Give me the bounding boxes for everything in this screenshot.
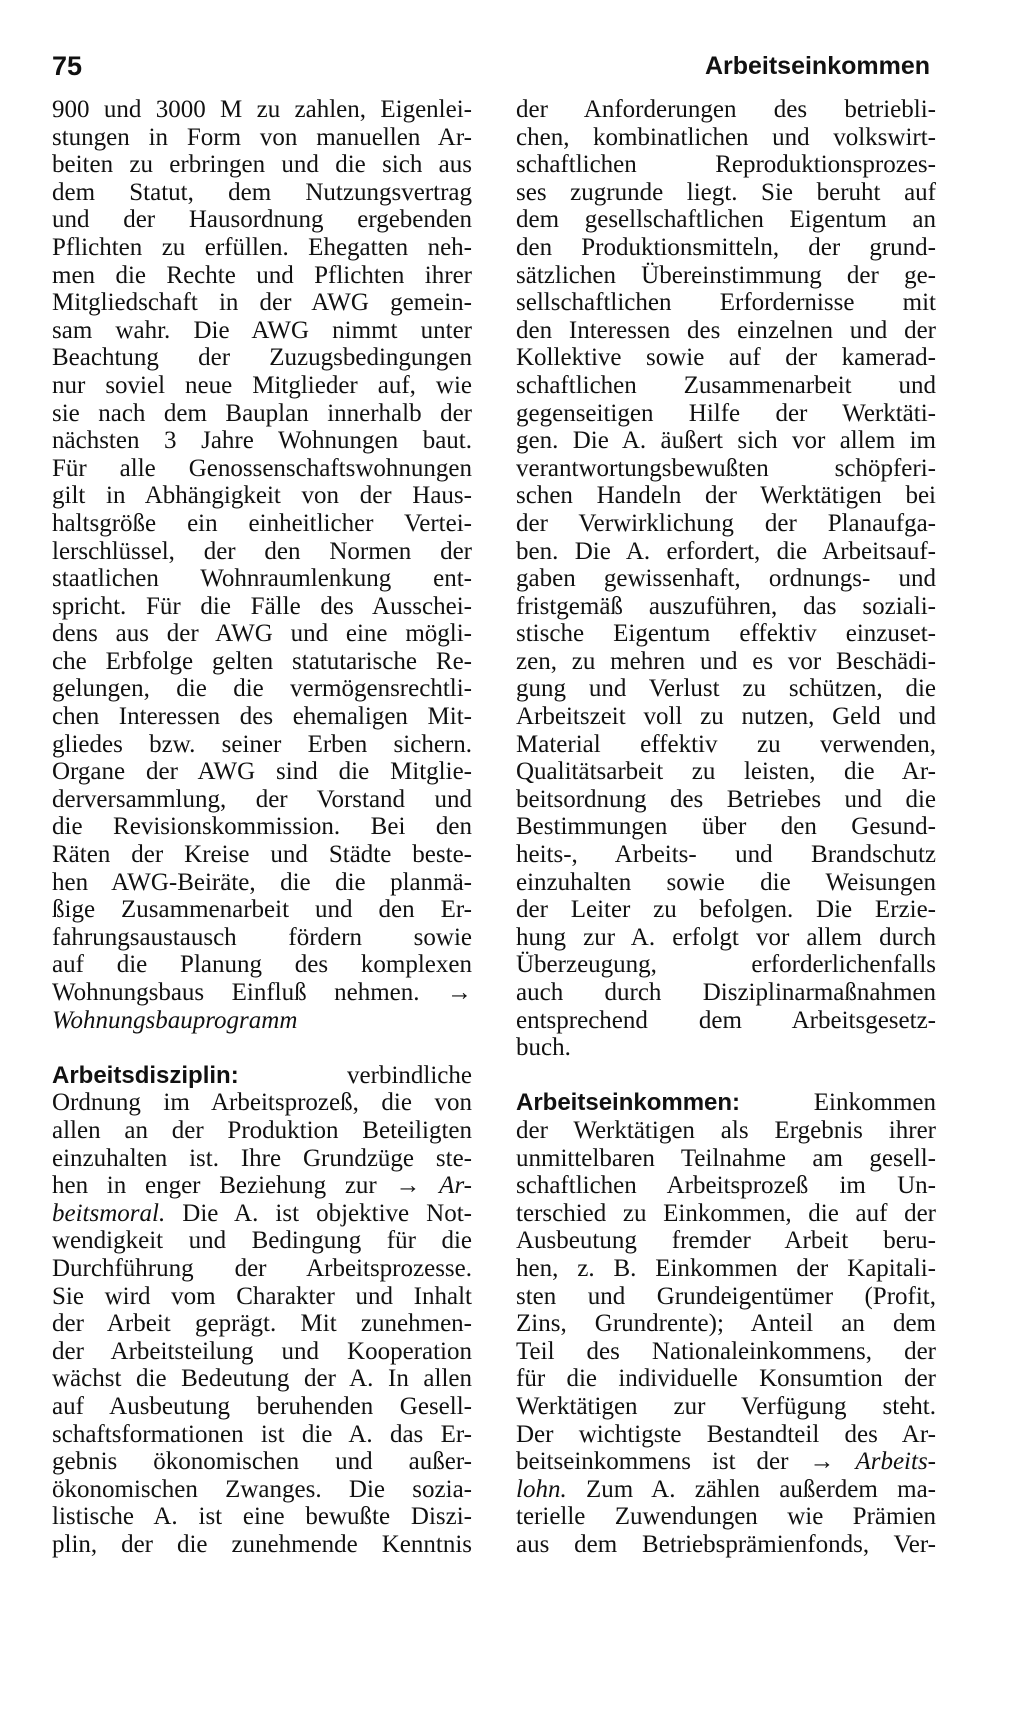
text-line: und der Hausordnung ergebenden [52,206,472,234]
text-line: gilt in Abhängigkeit von der Haus- [52,482,472,510]
text-line: Kollektive sowie auf der kamerad- [516,344,936,372]
text-line: hen AWG-Beiräte, die die planmä- [52,868,472,896]
text-line: Ausbeutung fremder Arbeit beru- [516,1227,936,1255]
text-line [52,1062,472,1090]
text-line: verantwortungsbewußten schöpferi- [516,454,936,482]
text-line: beitsordnung des Betriebes und die [516,785,936,813]
text-line: gliedes bzw. seiner Erben sichern. [52,730,472,758]
text-line: den Produktionsmitteln, der grund- [516,233,936,261]
text-run: Einkommen [740,1089,936,1117]
text-line: Mitgliedschaft in der AWG gemein- [52,289,472,317]
text-line: gelungen, die die vermögensrechtli- [52,675,472,703]
text-line: ßige Zusammenarbeit und den Er- [52,896,472,924]
text-line [516,1089,936,1117]
text-line: Der wichtigste Bestandteil des Ar- [516,1420,936,1448]
text-line: Für alle Genossenschaftswohnungen [52,454,472,482]
text-line: stische Eigentum effektiv einzuset- [516,620,936,648]
text-run: Die A. ist objektive Not- [165,1199,472,1227]
text-line: den Interessen des einzelnen und der [516,316,936,344]
text-line: dem gesellschaftlichen Eigentum an [516,206,936,234]
text-line: der Verwirklichung der Planaufga- [516,509,936,537]
text-line: Teil des Nationaleinkommens, der [516,1337,936,1365]
text-line: Bestimmungen über den Gesund- [516,813,936,841]
text-line: gaben gewissenhaft, ordnungs- und [516,565,936,593]
text-run: hen in enger Beziehung zur → [52,1172,440,1200]
text-line: unmittelbaren Teilnahme am gesell- [516,1144,936,1172]
text-line: zen, zu mehren und es vor Beschädi- [516,647,936,675]
cross-reference: beitsmoral. [52,1199,166,1227]
right-column [516,96,936,1558]
text-line: spricht. Für die Fälle des Ausschei- [52,592,472,620]
text-line: fahrungsaustausch fördern sowie [52,923,472,951]
text-line: Organe der AWG sind die Mitglie- [52,758,472,786]
text-line: hung zur A. erfolgt vor allem durch [516,923,936,951]
text-line: haltsgröße ein einheitlicher Vertei- [52,509,472,537]
text-line: entsprechend dem Arbeitsgesetz- [516,1006,936,1034]
text-line: Wohnungsbaus Einfluß nehmen. → [52,979,472,1006]
text-run: verbindliche [347,1061,472,1089]
text-line: der Leiter zu befolgen. Die Erzie- [516,896,936,924]
running-head: Arbeitseinkommen [704,52,930,80]
text-line: listische A. ist eine bewußte Diszi- [52,1503,472,1531]
text-line: Beachtung der Zuzugsbedingungen [52,344,472,372]
text-line: Pflichten zu erfüllen. Ehegatten neh- [52,233,472,261]
text-line: wendigkeit und Bedingung für die [52,1227,472,1255]
text-line: sie nach dem Bauplan innerhalb der [52,399,472,427]
text-line: hen, z. B. Einkommen der Kapitali- [516,1254,936,1282]
text-line: der Werktätigen als Ergebnis ihrer [516,1116,936,1144]
text-line [516,1448,936,1476]
cross-reference: Arbeits- [855,1448,936,1476]
text-line: chen, kombinatlichen und volkswirt- [516,123,936,151]
text-line: staatlichen Wohnraumlenkung ent- [52,565,472,593]
text-line: Qualitätsarbeit zu leisten, die Ar- [516,758,936,786]
text-line: auf die Planung des komplexen [52,951,472,979]
text-line: aus dem Betriebsprämienfonds, Ver- [516,1530,936,1558]
text-line: ses zugrunde liegt. Sie beruht auf [516,178,936,206]
text-line: ben. Die A. erfordert, die Arbeitsauf- [516,537,936,565]
text-line: Räten der Kreise und Städte beste- [52,841,472,869]
text-line: einzuhalten sowie die Weisungen [516,868,936,896]
text-line: men die Rechte und Pflichten ihrer [52,261,472,289]
text-line: der Anforderungen des betriebli- [516,96,936,123]
text-line: schen Handeln der Werktätigen bei [516,482,936,510]
continuation-paragraph [516,96,936,1062]
text-line: 900 und 3000 M zu zahlen, Eigenlei- [52,96,472,123]
text-line: nur soviel neue Mitglieder auf, wie [52,371,472,399]
cross-reference: Ar- [439,1172,472,1200]
entry-arbeitseinkommen [516,1089,936,1558]
text-line: schaftlichen Arbeitsprozeß im Un- [516,1172,936,1200]
text-line: beiten zu erbringen und die sich aus [52,151,472,179]
text-line: schaftlichen Zusammenarbeit und [516,371,936,399]
text-line: Werktätigen zur Verfügung steht. [516,1392,936,1420]
text-line [52,1172,472,1200]
text-line: der Arbeitsteilung und Kooperation [52,1337,472,1365]
continuation-paragraph [52,96,472,1034]
text-line: che Erbfolge gelten statutarische Re- [52,647,472,675]
text-line: für die individuelle Konsumtion der [516,1365,936,1393]
text-line: auch durch Disziplinarmaßnahmen [516,979,936,1006]
text-line: gung und Verlust zu schützen, die [516,675,936,703]
text-line: terschied zu Einkommen, die auf der [516,1199,936,1227]
text-line: einzuhalten ist. Ihre Grundzüge ste- [52,1144,472,1172]
text-line: lerschlüssel, der den Normen der [52,537,472,565]
text-line: Durchführung der Arbeitsprozesse. [52,1254,472,1282]
text-line: Überzeugung, erforderlichenfalls [516,951,936,979]
text-line: die Revisionskommission. Bei den [52,813,472,841]
page-number: 75 [52,51,83,81]
text-line: gen. Die A. äußert sich vor allem im [516,427,936,455]
text-line: fristgemäß auszuführen, das soziali- [516,592,936,620]
text-line: gegenseitigen Hilfe der Werktäti- [516,399,936,427]
text-line: Ordnung im Arbeitsprozeß, die von [52,1089,472,1117]
text-line: dem Statut, dem Nutzungsvertrag [52,178,472,206]
text-line: sätzlichen Übereinstimmung der ge- [516,261,936,289]
cross-reference: lohn. [516,1475,567,1503]
text-line: Sie wird vom Charakter und Inhalt [52,1282,472,1310]
entry-term: Arbeitsdisziplin: [52,1061,239,1089]
text-line: der Arbeit geprägt. Mit zunehmen- [52,1310,472,1338]
text-line: schaftsformationen ist die A. das Er- [52,1420,472,1448]
text-line: Material effektiv zu verwenden, [516,730,936,758]
text-line: heits-, Arbeits- und Brandschutz [516,841,936,869]
cross-reference: Wohnungsbauprogramm [52,1006,298,1034]
left-column [52,96,472,1558]
text-line: wächst die Bedeutung der A. In allen [52,1365,472,1393]
text-line: Arbeitszeit voll zu nutzen, Geld und [516,703,936,731]
text-line: allen an der Produktion Beteiligten [52,1116,472,1144]
text-line: gebnis ökonomischen und außer- [52,1448,472,1476]
text-line: Zins, Grundrente); Anteil an dem [516,1310,936,1338]
text-line: terielle Zuwendungen wie Prämien [516,1503,936,1531]
text-line: sten und Grundeigentümer (Profit, [516,1282,936,1310]
text-line: schaftlichen Reproduktionsprozes- [516,151,936,179]
text-line: sam wahr. Die AWG nimmt unter [52,316,472,344]
text-line: derversammlung, der Vorstand und [52,785,472,813]
text-line [516,1476,936,1504]
entry-term: Arbeitseinkommen: [516,1089,741,1117]
text-line: buch. [516,1034,571,1062]
text-line: dens aus der AWG und eine mögli- [52,620,472,648]
text-run: beitseinkommens ist der → [516,1448,856,1476]
text-line: plin, der die zunehmende Kenntnis [52,1530,472,1558]
text-line: stungen in Form von manuellen Ar- [52,123,472,151]
text-line: chen Interessen des ehemaligen Mit- [52,703,472,731]
text-run: Zum A. zählen außerdem ma- [566,1475,936,1503]
entry-arbeitsdisziplin [52,1062,472,1559]
text-line [52,1200,472,1228]
text-line: ökonomischen Zwanges. Die sozia- [52,1475,472,1503]
text-line: sellschaftlichen Erfordernisse mit [516,289,936,317]
text-line: nächsten 3 Jahre Wohnungen baut. [52,427,472,455]
text-line: auf Ausbeutung beruhenden Gesell- [52,1392,472,1420]
text-line [52,1007,472,1035]
